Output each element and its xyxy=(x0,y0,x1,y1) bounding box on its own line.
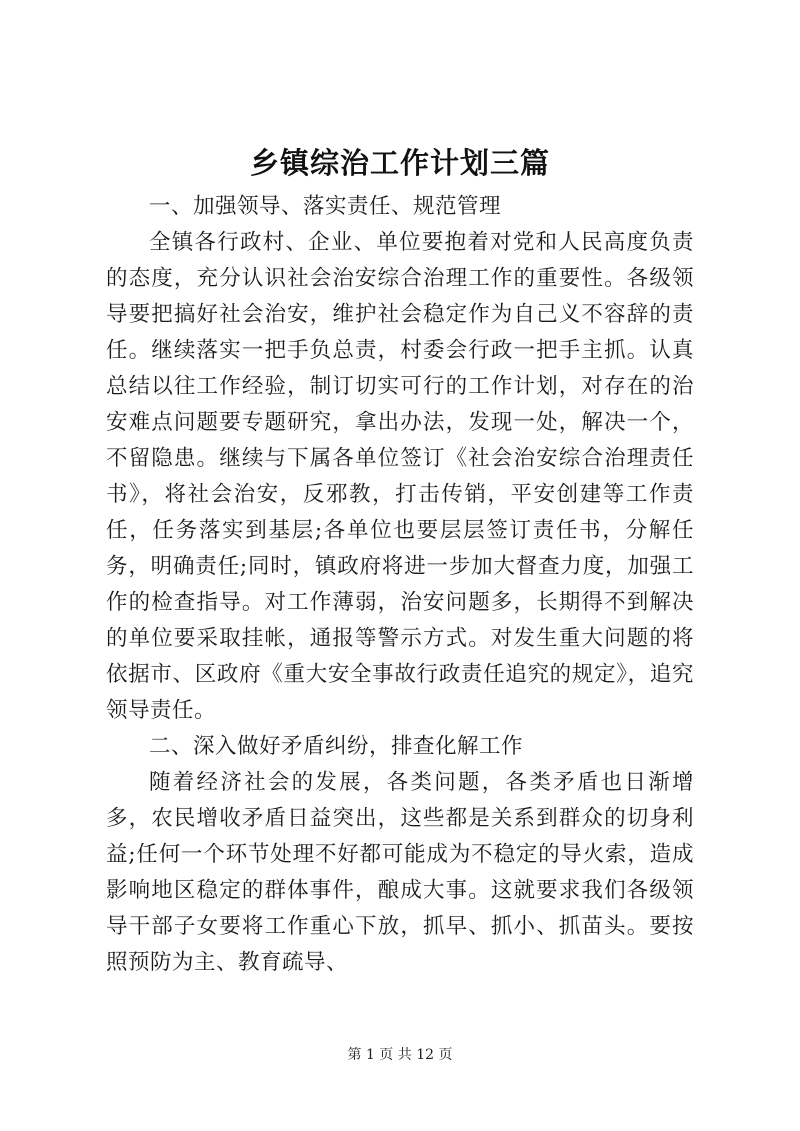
page-footer: 第 1 页 共 12 页 xyxy=(347,1047,453,1063)
section-heading-1: 一、加强领导、落实责任、规范管理 xyxy=(149,194,502,219)
section-heading-2: 二、深入做好矛盾纠纷，排查化解工作 xyxy=(149,734,524,759)
body-paragraph-1: 全镇各行政村、企业、单位要抱着对党和人民高度负责的态度，充分认识社会治安综合治理工作的重要性。各级领导要把搞好社会治安，维护社会稳定作为自己义不容辞的责任。继续落实一把手负总责，村委会行政一把手主抓。认真总结以往工作经验，制订切实可行的工作计划，对存在的治安难点问题要专题研究，拿出办法，发现一处，解决一个，不留隐患。继续与下属各单位签订《社会治安综合治理责任书》，将社会治安，反邪教，打击传销，平安创建等工作责任，任务落实到基层;各单位也要层层签订责任书，分解任务，明确责任;同时，镇政府将进一步加大督查力度，加强工作的检查指导。对工作薄弱，治安问题多，长期得不到解决的单位要采取挂帐，通报等警示方式。对发生重大问题的将依据市、区政府《重大安全事故行政责任追究的规定》，追究领导责任。 xyxy=(106,230,694,723)
body-paragraph-2: 随着经济社会的发展，各类问题，各类矛盾也日渐增多，农民增收矛盾日益突出，这些都是关系到群众的切身利益;任何一个环节处理不好都可能成为不稳定的导火索，造成影响地区稳定的群体事件，酿成大事。这就要求我们各级领导干部子女要将工作重心下放，抓早、抓小、抓苗头。要按照预防为主、教育疏导、 xyxy=(106,770,694,975)
document-title: 乡镇综治工作计划三篇 xyxy=(249,146,550,180)
document-body xyxy=(106,189,694,981)
